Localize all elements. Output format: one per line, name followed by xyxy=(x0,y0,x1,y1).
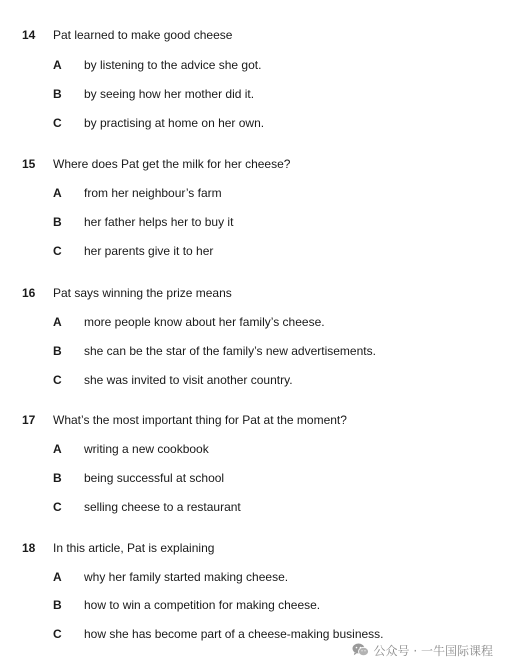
option-a xyxy=(0,184,507,202)
option-letter: B xyxy=(53,87,62,101)
option-b xyxy=(0,85,507,103)
question-stem xyxy=(0,26,507,44)
question-text: Pat says winning the prize means xyxy=(53,286,232,300)
option-a xyxy=(0,56,507,74)
option-letter: A xyxy=(53,315,62,329)
option-c xyxy=(0,498,507,516)
option-text: by practising at home on her own. xyxy=(84,116,265,130)
option-letter: C xyxy=(53,244,62,258)
question-number: 16 xyxy=(22,286,36,300)
question-text: Where does Pat get the milk for her cheese? xyxy=(53,157,291,171)
option-text: how to win a competition for making cheese. xyxy=(84,598,321,612)
option-a xyxy=(0,568,507,586)
option-b xyxy=(0,342,507,360)
option-text: writing a new cookbook xyxy=(84,442,209,456)
option-text: she can be the star of the family’s new advertisements. xyxy=(84,344,376,358)
option-text: her parents give it to her xyxy=(84,244,214,258)
option-text: being successful at school xyxy=(84,471,225,485)
wechat-watermark xyxy=(352,640,493,660)
option-letter: A xyxy=(53,186,62,200)
option-letter: A xyxy=(53,570,62,584)
option-text: more people know about her family’s cheese. xyxy=(84,315,325,329)
option-text: by listening to the advice she got. xyxy=(84,58,262,72)
question-stem xyxy=(0,284,507,302)
option-a xyxy=(0,440,507,458)
option-letter: B xyxy=(53,471,62,485)
option-letter: C xyxy=(53,116,62,130)
option-b xyxy=(0,469,507,487)
option-text: her father helps her to buy it xyxy=(84,215,234,229)
option-text: she was invited to visit another country. xyxy=(84,373,293,387)
option-letter: A xyxy=(53,58,62,72)
option-a xyxy=(0,313,507,331)
option-letter: C xyxy=(53,500,62,514)
option-b xyxy=(0,596,507,614)
option-text: how she has become part of a cheese-making business. xyxy=(84,627,384,641)
option-letter: C xyxy=(53,627,62,641)
question-stem xyxy=(0,411,507,429)
option-letter: C xyxy=(53,373,62,387)
question-number: 17 xyxy=(22,413,36,427)
option-letter: A xyxy=(53,442,62,456)
option-letter: B xyxy=(53,215,62,229)
question-text: Pat learned to make good cheese xyxy=(53,28,233,42)
question-text: In this article, Pat is explaining xyxy=(53,541,215,555)
option-b xyxy=(0,213,507,231)
wechat-icon xyxy=(352,643,369,657)
option-letter: B xyxy=(53,598,62,612)
option-text: why her family started making cheese. xyxy=(84,570,289,584)
question-number: 18 xyxy=(22,541,36,555)
question-stem xyxy=(0,539,507,557)
option-c xyxy=(0,371,507,389)
option-c xyxy=(0,242,507,260)
option-text: selling cheese to a restaurant xyxy=(84,500,241,514)
watermark-text: 公众号 · 一牛国际课程 xyxy=(373,643,493,658)
question-number: 14 xyxy=(22,28,36,42)
question-stem xyxy=(0,155,507,173)
option-letter: B xyxy=(53,344,62,358)
question-number: 15 xyxy=(22,157,36,171)
question-text: What’s the most important thing for Pat at the moment? xyxy=(53,413,347,427)
option-text: from her neighbour’s farm xyxy=(84,186,222,200)
option-text: by seeing how her mother did it. xyxy=(84,87,255,101)
option-c xyxy=(0,114,507,132)
